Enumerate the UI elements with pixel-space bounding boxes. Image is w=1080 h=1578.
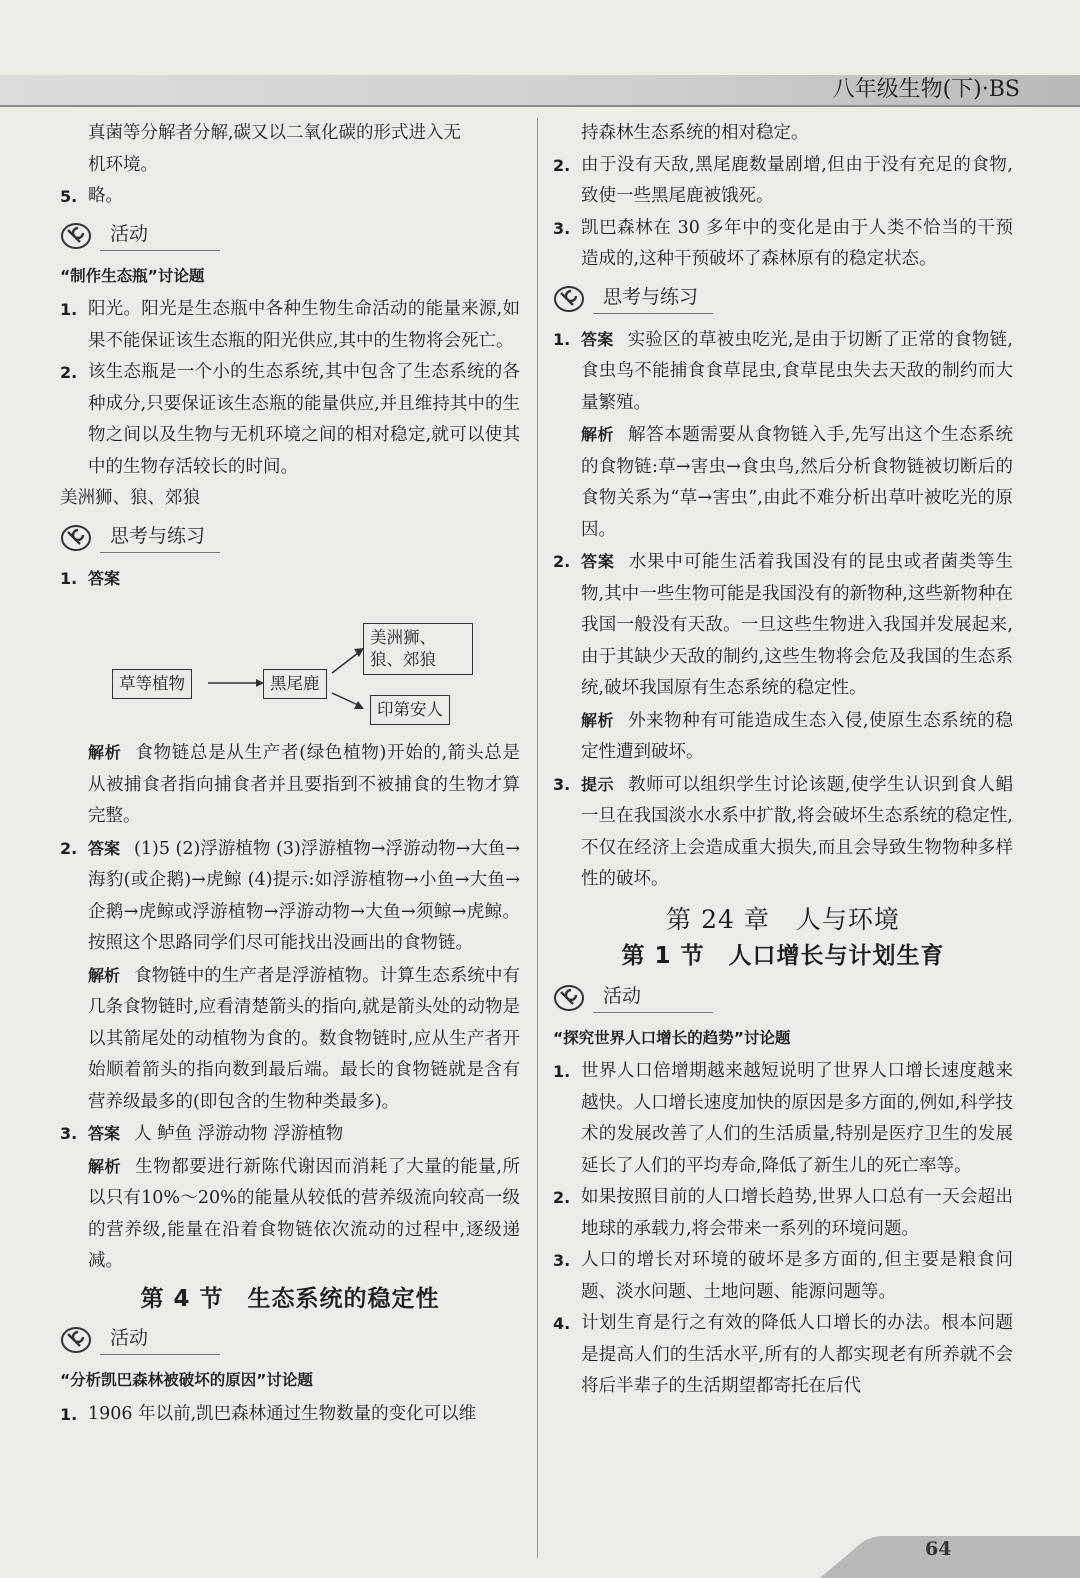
intro-line-1: 真菌等分解者分解,碳又以二氧化碳的形式进入无 — [88, 123, 462, 143]
box-deer: 黑尾鹿 — [263, 669, 327, 699]
practice-q2 — [60, 833, 520, 960]
box-indians: 印第安人 — [370, 695, 450, 725]
right-item-2 — [553, 150, 1013, 213]
answer-text: 人 鲈鱼 浮游动物 浮游植物 — [134, 1124, 344, 1144]
item-text: 人口的增长对环境的破坏是多方面的,但主要是粮食问题、淡水问题、土地问题、能源问题等。 — [581, 1250, 1013, 1302]
hint-tag: 提示 — [581, 774, 615, 794]
banner-underline — [593, 313, 713, 314]
q1-analysis — [60, 737, 520, 833]
activity-banner-label: 活动 — [603, 984, 642, 1007]
right-item-3 — [553, 213, 1013, 276]
analysis-text: 解答本题需要从食物链入手,先写出这个生态系统的食物链:草→害虫→食虫鸟,然后分析食物链被切断后的食物关系为“草→害虫”,由此不难分析出草叶被吃光的原因。 — [581, 425, 1013, 540]
answer-text: (1)5 (2)浮游植物 (3)浮游植物→浮游动物→大鱼→海豹(或企鹅)→虎鲸 (4)提示:如浮游植物→小鱼→大鱼→企鹅→虎鲸或浮游植物→浮游动物→大鱼→须鲸→虎鲸。按照这个思路同学们尽可能找出没画出的食物链。 — [88, 838, 520, 953]
item-number: 1. — [553, 1062, 571, 1081]
chapter-item-1 — [553, 1056, 1013, 1182]
item-text: 该生态瓶是一个小的生态系统,其中包含了生态系统的各种成分,只要保证该生态瓶的能量供应,并且维持其中的生物之间以及生物与无机环境之间的相对稳定,就可以使其中的生物存活较长的时间。 — [88, 362, 520, 477]
answer-tag: 答案 — [581, 552, 615, 571]
item-5 — [60, 181, 520, 213]
activity-banner — [60, 217, 520, 255]
item-number: 1. — [60, 568, 78, 588]
banner-underline — [100, 250, 220, 251]
page-number: 64 — [925, 1538, 952, 1560]
item-text: 阳光。阳光是生态瓶中各种生物生命活动的能量来源,如果不能保证该生态瓶的阳光供应,其中的生物将会死亡。 — [88, 299, 520, 351]
activity-banner-label: 活动 — [110, 222, 149, 245]
practice-q3 — [60, 1118, 520, 1151]
analysis-tag: 解析 — [88, 1156, 122, 1176]
analysis-text: 食物链中的生产者是浮游植物。计算生态系统中有几条食物链时,应看清楚箭头的指向,就是箭头处的动物是以其箭尾处的动植物为食的。数食物链时,应从生产者开始顺着箭头的指向数到最后端。最长的食物链就是含有营养级最多的(即包含的生物种类最多)。 — [88, 965, 520, 1112]
analysis-tag: 解析 — [581, 425, 615, 444]
right-practice-q3 — [553, 769, 1013, 896]
analysis-tag: 解析 — [88, 743, 122, 762]
practice-q1 — [60, 563, 520, 596]
chapter-item-2 — [553, 1182, 1013, 1245]
analysis-text: 外来物种有可能造成生态入侵,使原生态系统的稳定性遭到破坏。 — [581, 710, 1013, 762]
practice-banner-label: 思考与练习 — [603, 285, 699, 308]
right-practice-q2 — [553, 546, 1013, 705]
item-number: 3. — [553, 1251, 571, 1270]
box-plants: 草等植物 — [112, 669, 192, 699]
hint-text: 教师可以组织学生讨论该题,使学生认识到食人鲳一旦在我国淡水水系中扩散,将会破坏生态系统的稳定性,不仅在经济上会造成重大损失,而且会导致生物物种多样性的破坏。 — [581, 774, 1013, 889]
right-practice-q1 — [553, 324, 1013, 420]
item-text: 略。 — [88, 186, 123, 206]
box-predators: 美洲狮、狼、郊狼 — [363, 623, 473, 675]
analysis-text: 生物都要进行新陈代谢因而消耗了大量的能量,所以只有10%～20%的能量从较低的营养级流向较高一级的营养级,能量在沿着食物链依次流动的过程中,逐级递减。 — [88, 1156, 520, 1271]
activity-item-2 — [60, 357, 520, 483]
item-number: 1. — [60, 1404, 78, 1424]
answer-text: 水果中可能生活着我国没有的昆虫或者菌类等生物,其中一些生物可能是我国没有的新物种,这些新物种在我国一般没有天敌。一旦这些生物进入我国并发展起来,由于其缺少天敌的制约,这些生物将会危及我国的生态系统,破坏我国原有生态系统的稳定性。 — [581, 552, 1013, 698]
right-column — [553, 118, 1013, 1403]
right-q1-analysis — [553, 419, 1013, 546]
section-4-title: 第 4 节 生态系统的稳定性 — [140, 1285, 440, 1312]
answer-tag: 答案 — [88, 568, 121, 588]
item-text: 世界人口倍增期越来越短说明了世界人口增长速度越来越快。人口增长速度加快的原因是多方面的,例如,科学技术的发展改善了人们的生活质量,特别是医疗卫生的发展延长了人们的平均寿命,降低了新生儿的死亡率等。 — [581, 1061, 1013, 1176]
activity-banner-label: 活动 — [110, 1327, 149, 1349]
food-web-diagram — [60, 601, 520, 731]
discussion-title: “探究世界人口增长的趋势”讨论题 — [553, 1028, 791, 1047]
item-number: 3. — [60, 1124, 78, 1143]
item-number: 5. — [60, 187, 78, 206]
activity-banner-3 — [553, 979, 1013, 1017]
analysis-tag: 解析 — [581, 710, 615, 730]
item-number: 2. — [553, 552, 571, 571]
chapter-title: 第 24 章 人与环境 — [666, 904, 900, 934]
banner-underline — [100, 552, 220, 553]
discussion-title: “分析凯巴森林被破坏的原因”讨论题 — [60, 1371, 313, 1389]
item-number: 4. — [553, 1314, 571, 1333]
section4-item-1 — [60, 1399, 520, 1431]
item-number: 3. — [553, 218, 571, 238]
wrench-icon — [60, 221, 98, 251]
wrench-icon — [60, 523, 98, 553]
continued-line: 持森林生态系统的相对稳定。 — [581, 123, 809, 143]
item-number: 2. — [60, 838, 78, 858]
header-rule — [0, 105, 1080, 107]
header-title: 八年级生物(下)·BS — [832, 77, 1020, 102]
item-number: 2. — [553, 1188, 571, 1207]
q2-analysis — [60, 960, 520, 1119]
banner-underline — [100, 1354, 220, 1355]
discussion-title: “制作生态瓶”讨论题 — [60, 266, 205, 285]
item-text: 由于没有天敌,黑尾鹿数量剧增,但由于没有充足的食物,致使一些黑尾鹿被饿死。 — [581, 154, 1013, 206]
right-q2-analysis — [553, 705, 1013, 769]
wrench-icon — [553, 983, 591, 1013]
item-text: 计划生育是行之有效的降低人口增长的办法。根本问题是提高人们的生活水平,所有的人都实现老有所养就不会将后半辈子的生活期望都寄托在后代 — [581, 1313, 1013, 1396]
item-number: 3. — [553, 774, 571, 794]
practice-banner-label: 思考与练习 — [110, 524, 206, 547]
item-text: 1906 年以前,凯巴森林通过生物数量的变化可以维 — [88, 1403, 477, 1424]
section-1-title: 第 1 节 人口增长与计划生育 — [621, 943, 945, 969]
analysis-text: 食物链总是从生产者(绿色植物)开始的,箭头总是从被捕食者指向捕食者并且要指到不被捕食的生物才算完整。 — [88, 743, 520, 826]
item-number: 1. — [553, 329, 571, 349]
extra-line: 美洲狮、狼、郊狼 — [60, 488, 200, 508]
banner-underline — [593, 1012, 713, 1013]
intro-line-2: 机环境。 — [88, 154, 158, 175]
item-number: 1. — [60, 300, 78, 319]
item-number: 2. — [60, 363, 78, 382]
item-text: 如果按照目前的人口增长趋势,世界人口总有一天会超出地球的承载力,将会带来一系列的环境问题。 — [581, 1187, 1013, 1239]
chapter-item-3 — [553, 1245, 1013, 1308]
practice-banner — [60, 519, 520, 557]
answer-text: 实验区的草被虫吃光,是由于切断了正常的食物链,食虫鸟不能捕食食草昆虫,食草昆虫失去天敌的制约而大量繁殖。 — [581, 329, 1013, 413]
activity-banner-2 — [60, 1321, 520, 1359]
item-text: 凯巴森林在 30 多年中的变化是由于人类不恰当的干预造成的,这种干预破坏了森林原有的稳定状态。 — [581, 217, 1013, 269]
wrench-icon — [60, 1325, 98, 1355]
column-divider — [537, 118, 538, 1558]
practice-banner-2 — [553, 280, 1013, 318]
analysis-tag: 解析 — [88, 965, 121, 985]
wrench-icon — [553, 284, 591, 314]
activity-item-1 — [60, 294, 520, 357]
chapter-item-4 — [553, 1308, 1013, 1403]
item-number: 2. — [553, 155, 571, 175]
answer-tag: 答案 — [88, 838, 121, 858]
q3-analysis — [60, 1151, 520, 1278]
left-column — [60, 118, 520, 1430]
answer-tag: 答案 — [581, 329, 614, 349]
answer-tag: 答案 — [88, 1124, 121, 1143]
